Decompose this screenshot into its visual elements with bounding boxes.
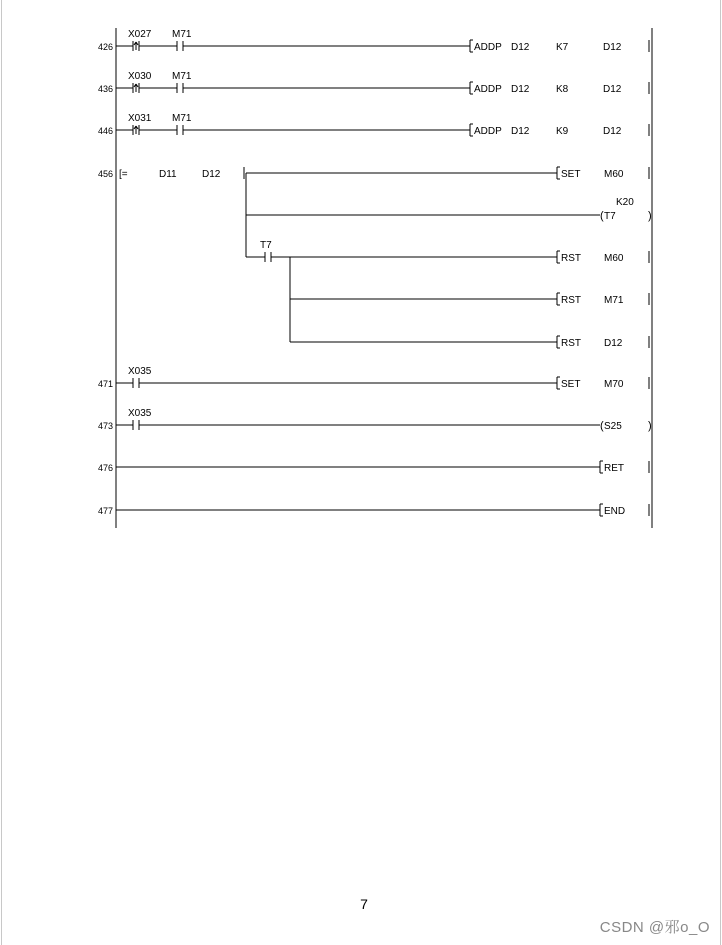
instruction-operand: D12 bbox=[603, 126, 622, 137]
instruction-operand: K7 bbox=[556, 42, 569, 53]
instruction-mnemonic: END bbox=[604, 506, 626, 517]
step-number: 473 bbox=[97, 421, 113, 431]
instruction-operand: D12 bbox=[603, 84, 622, 95]
instruction-mnemonic: RST bbox=[561, 338, 581, 349]
contact-label: M71 bbox=[172, 71, 192, 82]
step-number: 471 bbox=[97, 379, 113, 389]
instruction-mnemonic: ADDP bbox=[474, 84, 502, 95]
page-number: 7 bbox=[360, 896, 368, 912]
instruction-mnemonic: SET bbox=[561, 379, 581, 390]
instruction-operand: K8 bbox=[556, 84, 569, 95]
instruction-operand: M70 bbox=[604, 379, 624, 390]
instruction-operand: D12 bbox=[603, 42, 622, 53]
instruction-mnemonic: ADDP bbox=[474, 42, 502, 53]
instruction-mnemonic: SET bbox=[561, 169, 581, 180]
step-number: 477 bbox=[97, 506, 113, 516]
compare-operand: D11 bbox=[159, 169, 177, 180]
step-number: 456 bbox=[97, 169, 113, 179]
instruction-operand: D12 bbox=[511, 126, 530, 137]
instruction-mnemonic: RET bbox=[604, 463, 624, 474]
timer-setting: K20 bbox=[616, 197, 634, 208]
compare-operand: D12 bbox=[202, 169, 221, 180]
coil-open-bracket: ( bbox=[600, 210, 604, 222]
coil-close-bracket: ) bbox=[648, 210, 652, 222]
contact-label: X035 bbox=[128, 408, 152, 419]
instruction-operand: K9 bbox=[556, 126, 569, 137]
watermark: CSDN @邪o_O bbox=[599, 919, 710, 936]
compare-operator: [= bbox=[119, 169, 128, 180]
instruction-operand: D12 bbox=[604, 338, 623, 349]
coil-close-bracket: ) bbox=[648, 420, 652, 432]
instruction-operand: M71 bbox=[604, 295, 624, 306]
step-number: 446 bbox=[97, 126, 113, 136]
coil-operand: S25 bbox=[604, 421, 622, 432]
instruction-mnemonic: ADDP bbox=[474, 126, 502, 137]
contact-label: X031 bbox=[128, 113, 152, 124]
step-number: 436 bbox=[97, 84, 113, 94]
contact-label: M71 bbox=[172, 113, 192, 124]
coil-open-bracket: ( bbox=[600, 420, 604, 432]
instruction-mnemonic: RST bbox=[561, 295, 581, 306]
instruction-operand: D12 bbox=[511, 84, 530, 95]
instruction-operand: D12 bbox=[511, 42, 530, 53]
contact-label: T7 bbox=[260, 240, 272, 251]
contact-label: X035 bbox=[128, 366, 152, 377]
instruction-operand: M60 bbox=[604, 253, 624, 264]
contact-label: M71 bbox=[172, 29, 192, 40]
instruction-mnemonic: RST bbox=[561, 253, 581, 264]
instruction-operand: M60 bbox=[604, 169, 624, 180]
step-number: 426 bbox=[97, 42, 113, 52]
coil-operand: T7 bbox=[604, 211, 616, 222]
step-number: 476 bbox=[97, 463, 113, 473]
contact-label: X027 bbox=[128, 29, 152, 40]
contact-label: X030 bbox=[128, 71, 152, 82]
